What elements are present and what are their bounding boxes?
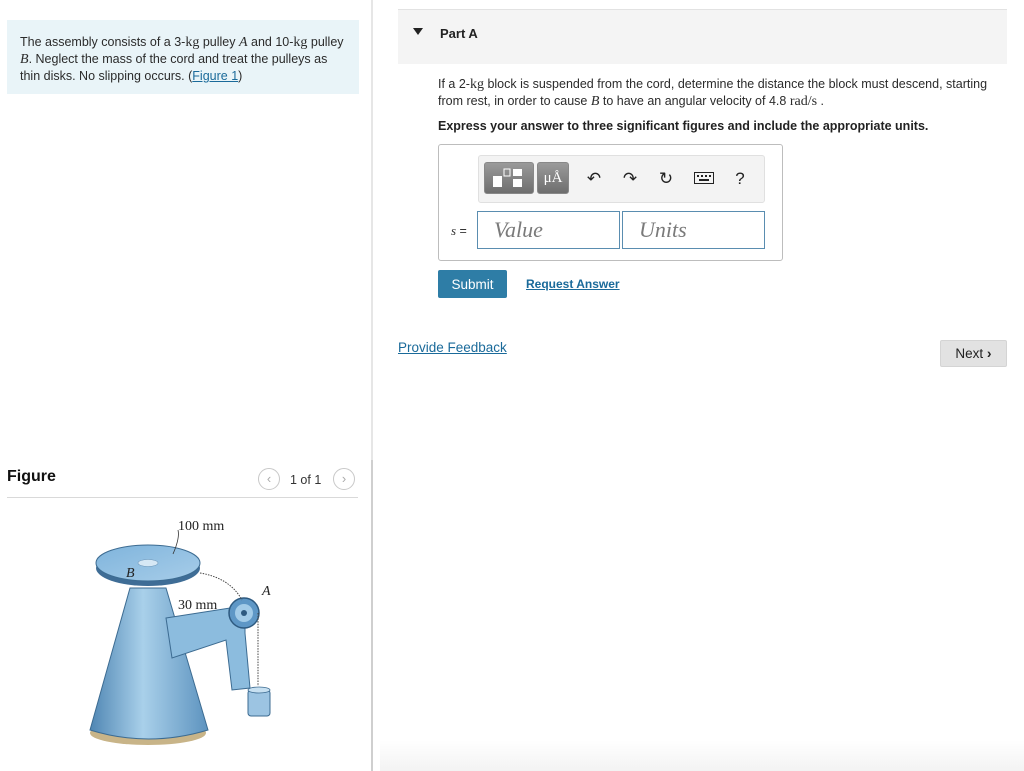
problem-var: B	[20, 52, 29, 67]
next-button[interactable]	[940, 340, 1007, 367]
pulley-b-hub	[138, 560, 158, 567]
pulley-a-hub	[241, 610, 247, 616]
problem-text: pulley	[199, 35, 239, 49]
help-icon[interactable]: ?	[735, 169, 745, 188]
problem-text: )	[238, 69, 243, 83]
pulley-figure	[80, 508, 300, 768]
templates-button[interactable]	[484, 162, 534, 194]
value-input[interactable]	[477, 211, 620, 249]
bottom-fade	[380, 740, 1024, 771]
label-pulley-b: B	[126, 566, 135, 581]
figure-title: Figure	[7, 468, 56, 485]
figure-link[interactable]: Figure 1	[192, 69, 239, 83]
keyboard-icon[interactable]	[693, 168, 715, 190]
label-radius-a: 30 mm	[178, 598, 218, 613]
question-segment: block is suspended from the cord, determine the distance the block must descend, starting from rest, in order to cause	[438, 77, 988, 108]
figure-next-button[interactable]: ›	[333, 468, 355, 490]
problem-text: and 10-	[247, 35, 294, 49]
request-answer-link[interactable]: Request Answer	[526, 277, 620, 291]
part-a-header[interactable]	[398, 9, 1007, 64]
question-unit: rad/s	[789, 94, 818, 109]
block-top	[248, 687, 270, 693]
part-title: Part A	[440, 26, 478, 41]
chevron-right-icon: ›	[986, 345, 992, 361]
units-input[interactable]	[622, 211, 765, 249]
figure-header	[7, 466, 358, 498]
figure-counter: 1 of 1	[290, 473, 322, 487]
redo-icon[interactable]: ↷	[622, 169, 638, 188]
answer-equals: =	[456, 224, 467, 238]
question-segment: If a 2-	[438, 77, 470, 91]
problem-var: A	[238, 35, 248, 50]
instruction-text: Express your answer to three significant figures and include the appropriate units.	[438, 119, 929, 133]
undo-icon[interactable]: ↶	[586, 169, 602, 188]
reset-icon[interactable]: ↻	[658, 169, 674, 188]
figure-prev-button[interactable]: ‹	[258, 468, 280, 490]
problem-text: . Neglect the mass of the cord and treat the pulleys as thin disks. No slipping occurs. (	[20, 52, 328, 83]
problem-text: The assembly consists of a 3-	[20, 35, 186, 49]
answer-box	[438, 144, 783, 261]
collapse-caret-icon[interactable]	[413, 28, 423, 35]
templates-icon	[485, 163, 533, 193]
question-segment: .	[817, 94, 824, 108]
units-button[interactable]: μÅ	[537, 162, 569, 194]
keyboard-glyph	[694, 172, 714, 184]
problem-unit: kg	[185, 35, 200, 50]
cord	[200, 573, 242, 600]
next-label: Next	[955, 346, 984, 361]
answer-variable: s	[451, 223, 457, 238]
problem-statement	[7, 20, 359, 94]
hanging-block	[248, 690, 270, 716]
answer-variable-label	[451, 223, 467, 239]
question-unit: kg	[469, 77, 484, 92]
question-text	[438, 76, 1008, 110]
label-radius-b: 100 mm	[178, 519, 225, 534]
label-pulley-a: A	[262, 584, 271, 599]
provide-feedback-link[interactable]: Provide Feedback	[398, 340, 507, 355]
column-divider-lower	[371, 460, 373, 771]
submit-button[interactable]: Submit	[438, 270, 507, 298]
problem-unit: kg	[293, 35, 308, 50]
problem-text: pulley	[307, 35, 344, 49]
question-segment: to have an angular velocity of 4.8	[599, 94, 790, 108]
question-var: B	[590, 94, 600, 109]
equation-toolbar	[478, 155, 765, 203]
